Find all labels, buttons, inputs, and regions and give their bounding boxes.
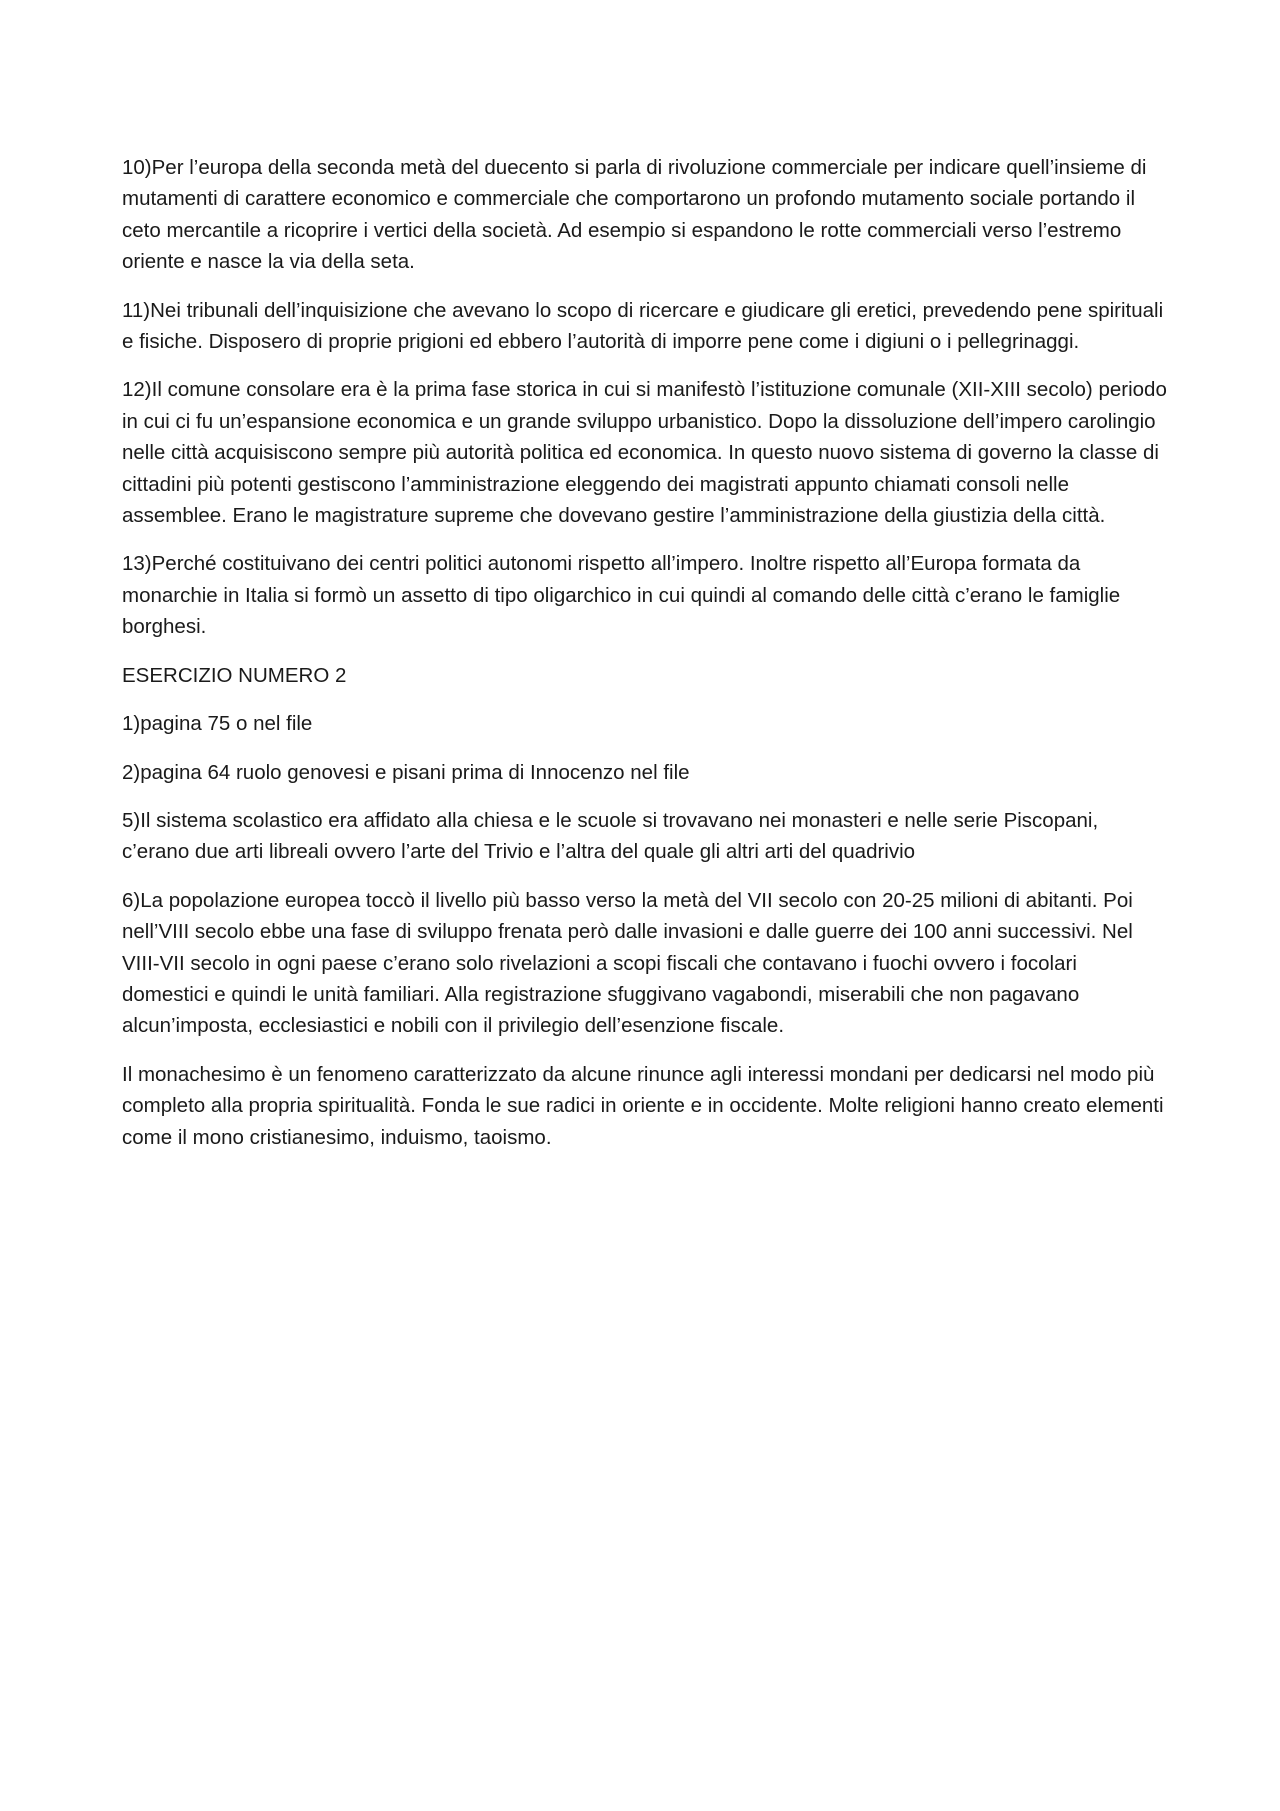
- exercise-heading: ESERCIZIO NUMERO 2: [122, 663, 347, 687]
- answer-6-paragraph: 6)La popolazione europea toccò il livello più basso verso la metà del VII secolo con 20-25 milioni di abitanti. Poi nell’VIII secolo ebbe una fase di sviluppo frenata però dalle invasioni e dalle guerre dei 100 anni successivi. Nel VIII-VII secolo in ogni paese c’erano solo rivelazioni a scopi fiscali che contavano i fuochi ovvero i focolari domestici e quindi le unità familiari. Alla registrazione sfuggivano vagabondi, miserabili che non pagavano alcun’imposta, ecclesiastici e nobili con il privilegio dell’esenzione fiscale.: [122, 888, 1133, 1038]
- answer-2-paragraph: 2)pagina 64 ruolo genovesi e pisani prima di Innocenzo nel file: [122, 760, 690, 784]
- answer-1-paragraph: 1)pagina 75 o nel file: [122, 712, 313, 736]
- answer-5-paragraph: 5)Il sistema scolastico era affidato alla chiesa e le scuole si trovavano nei monasteri e nelle serie Piscopani, c’erano due arti libreali ovvero l’arte del Trivio e l’altra del quale gli altri arti del quadrivio: [122, 808, 1099, 864]
- answer-10-paragraph: 10)Per l’europa della seconda metà del duecento si parla di rivoluzione commerciale per indicare quell’insieme di mutamenti di carattere economico e commerciale che comportarono un profondo mutamento sociale portando il ceto mercantile a ricoprire i vertici della società. Ad esempio si espandono le rotte commerciali verso l’estremo oriente e nasce la via della seta.: [122, 156, 1147, 274]
- answer-12-paragraph: 12)Il comune consolare era è la prima fase storica in cui si manifestò l’istituzione comunale (XII-XIII secolo) periodo in cui ci fu un’espansione economica e un grande sviluppo urbanistico. Dopo la dissoluzione dell’impero carolingio nelle città acquisiscono sempre più autorità politica ed economica. In questo nuovo sistema di governo la classe di cittadini più potenti gestiscono l’amministrazione eleggendo dei magistrati appunto chiamati consoli nelle assemblee. Erano le magistrature supreme che dovevano gestire l’amministrazione della giustizia della città.: [122, 378, 1167, 528]
- monachesimo-paragraph: Il monachesimo è un fenomeno caratterizzato da alcune rinunce agli interessi mondani per dedicarsi nel modo più completo alla propria spiritualità. Fonda le sue radici in oriente e in occidente. Molte religioni hanno creato elementi come il mono cristianesimo, induismo, taoismo.: [122, 1062, 1164, 1149]
- document-body: [122, 152, 1167, 1170]
- answer-11-paragraph: 11)Nei tribunali dell’inquisizione che avevano lo scopo di ricercare e giudicare gli eretici, prevedendo pene spirituali e fisiche. Disposero di proprie prigioni ed ebbero l’autorità di imporre pene come i digiuni o i pellegrinaggi.: [122, 298, 1164, 354]
- answer-13-paragraph: 13)Perché costituivano dei centri politici autonomi rispetto all’impero. Inoltre rispetto all’Europa formata da monarchie in Italia si formò un assetto di tipo oligarchico in cui quindi al comando delle città c’erano le famiglie borghesi.: [122, 552, 1121, 639]
